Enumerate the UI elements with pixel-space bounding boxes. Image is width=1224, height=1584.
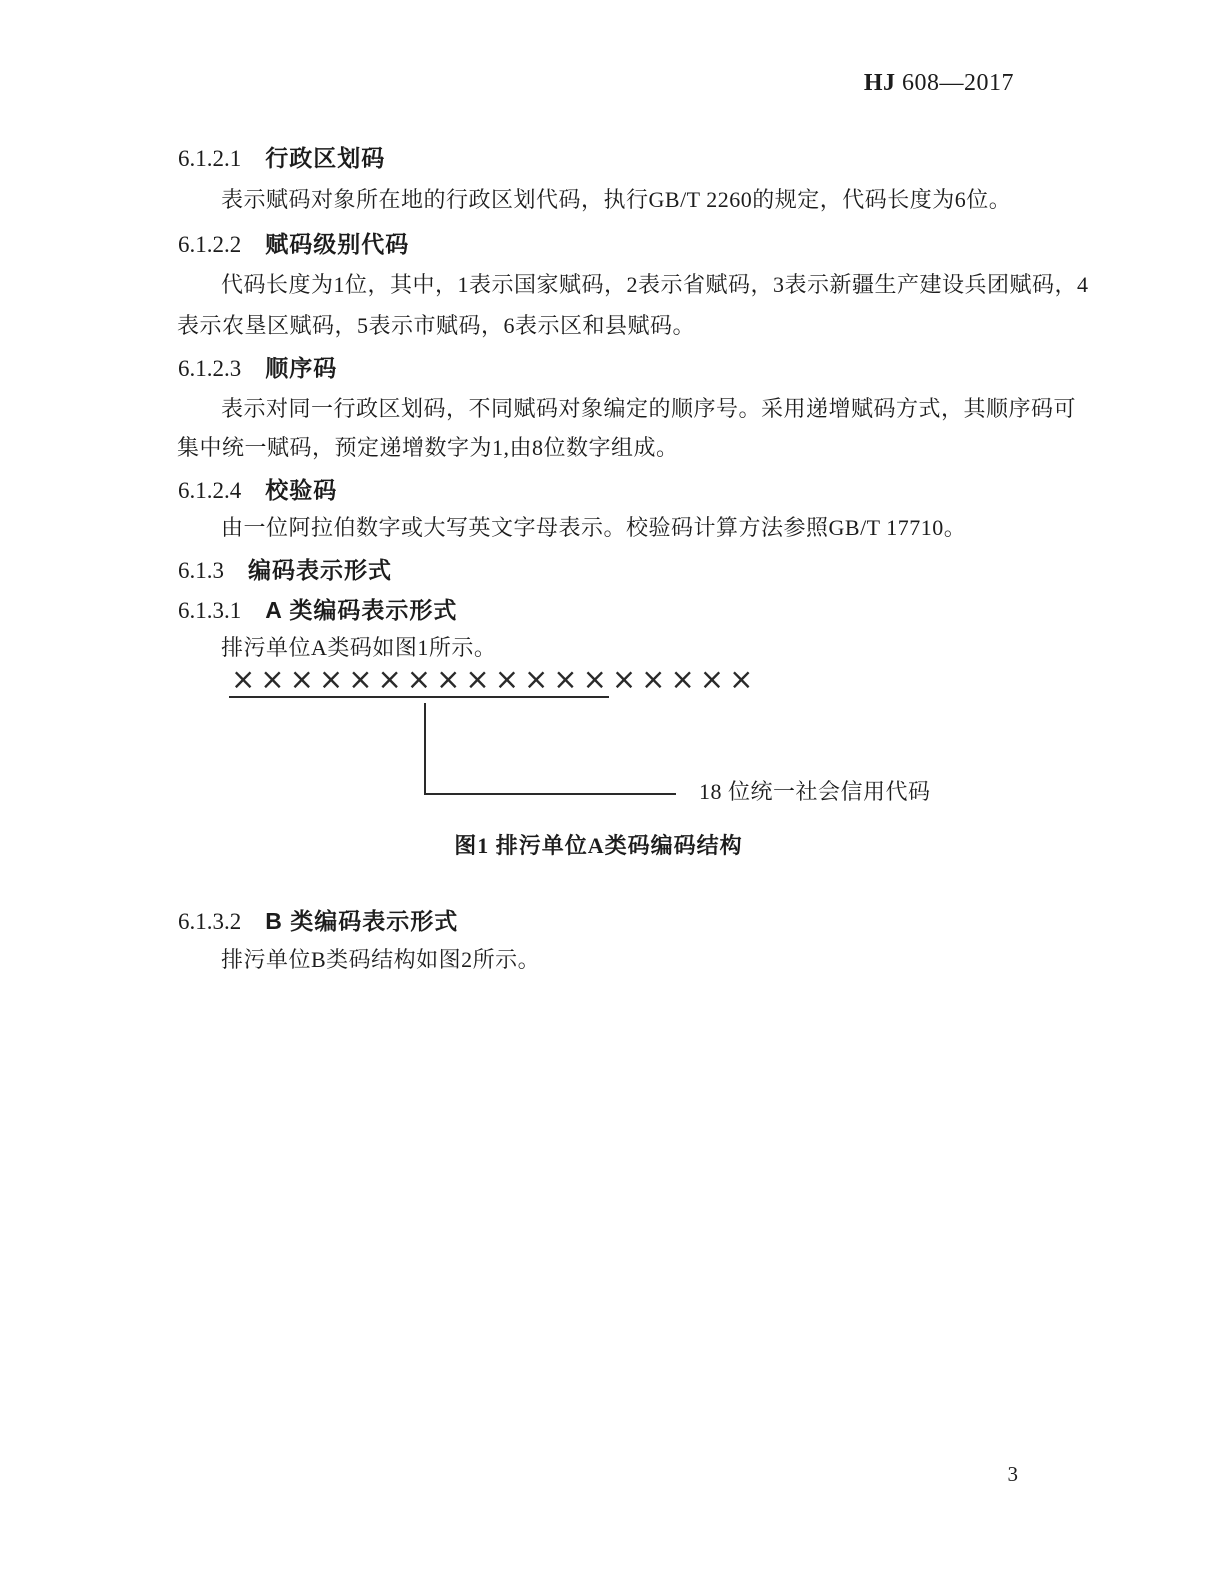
heading-title: B 类编码表示形式	[265, 908, 459, 934]
body-line: 由一位阿拉伯数字或大写英文字母表示。校验码计算方法参照GB/T 17710。	[221, 515, 967, 540]
heading-number: 6.1.3	[178, 558, 224, 583]
body-line: 表示对同一行政区划码，不同赋码对象编定的顺序号。采用递增赋码方式，其顺序码可	[221, 396, 1077, 421]
body-line: 代码长度为1位，其中，1表示国家赋码，2表示省赋码，3表示新疆生产建设兵团赋码，4	[221, 272, 1089, 297]
section-heading-6121	[178, 140, 385, 173]
standard-code-suffix: 608—2017	[895, 70, 1014, 96]
heading-number: 6.1.3.1	[178, 598, 242, 623]
body-line: 排污单位A类码如图1所示。	[221, 635, 497, 660]
figure1-code-underline	[229, 696, 609, 698]
heading-number: 6.1.2.3	[178, 356, 242, 381]
section-heading-613	[178, 552, 392, 585]
heading-title: 赋码级别代码	[265, 231, 410, 257]
heading-title: A 类编码表示形式	[265, 597, 458, 623]
section-heading-6124	[178, 472, 337, 505]
heading-title: 校验码	[265, 477, 338, 503]
figure1-caption: 图1 排污单位A类码编码结构	[454, 833, 743, 858]
body-line: 表示农垦区赋码，5表示市赋码，6表示区和县赋码。	[177, 313, 696, 338]
heading-number: 6.1.2.4	[178, 478, 242, 503]
body-line: 排污单位B类码结构如图2所示。	[221, 947, 541, 972]
section-heading-6131	[178, 592, 457, 625]
section-heading-6132	[178, 903, 458, 936]
figure1-code-placeholder-row: ××××××××××××××××××	[231, 662, 759, 696]
body-line: 表示赋码对象所在地的行政区划代码，执行GB/T 2260的规定，代码长度为6位。	[221, 187, 1012, 212]
heading-number: 6.1.3.2	[178, 909, 242, 934]
heading-number: 6.1.2.1	[178, 146, 242, 171]
figure1-callout-label: 18 位统一社会信用代码	[699, 779, 931, 804]
standard-code-prefix: HJ	[863, 70, 896, 96]
heading-title: 编码表示形式	[248, 557, 392, 583]
heading-title: 行政区划码	[265, 145, 386, 171]
running-header	[864, 70, 1014, 97]
heading-title: 顺序码	[265, 355, 338, 381]
page-number: 3	[1007, 1462, 1018, 1486]
figure1-connector-horizontal-line	[424, 793, 676, 795]
body-line: 集中统一赋码，预定递增数字为1,由8位数字组成。	[177, 435, 679, 460]
section-heading-6123	[178, 350, 337, 383]
heading-number: 6.1.2.2	[178, 232, 242, 257]
section-heading-6122	[178, 226, 409, 259]
figure1-connector-vertical-line	[424, 703, 426, 795]
